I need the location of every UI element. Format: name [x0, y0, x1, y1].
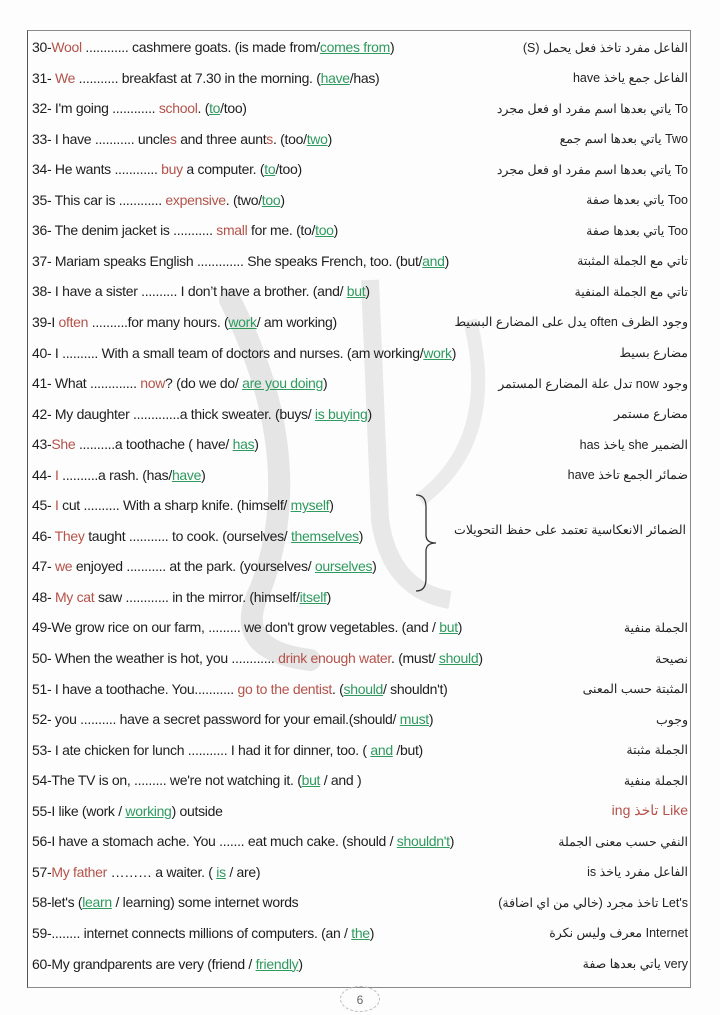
key-word: go to the dentist	[237, 680, 332, 697]
exercise-sentence	[32, 681, 447, 697]
exercise-sentence	[32, 283, 370, 299]
sentence-text: )	[327, 130, 332, 147]
sentence-text: ) outside	[171, 802, 223, 819]
arabic-explanation: Internet معرف وليس نكرة	[549, 926, 688, 941]
arabic-explanation: Like تاخذ ing	[611, 802, 688, 819]
correct-answer: shouldn't	[396, 833, 450, 850]
arabic-explanation: وجوب	[656, 712, 688, 727]
correct-answer: must	[399, 711, 429, 728]
exercise-sentence	[32, 436, 259, 452]
sentence-text: 50- When the weather is hot, you ............	[32, 650, 279, 666]
exercise-row	[32, 429, 688, 459]
sentence-text: a computer. (	[182, 161, 265, 178]
sentence-text: 37- Mariam speaks English ............. She speaks French, too. (but/	[32, 252, 423, 269]
correct-answer: is	[216, 863, 226, 880]
exercise-sentence	[32, 345, 456, 361]
correct-answer: two	[306, 130, 328, 147]
exercise-row	[32, 276, 688, 306]
exercise-sentence	[32, 956, 303, 972]
key-word: I	[54, 497, 59, 514]
key-word: expensive	[165, 191, 226, 208]
exercise-row	[32, 154, 688, 184]
correct-answer: work	[423, 344, 452, 361]
sentence-text: 33- I have ........... uncle	[32, 130, 170, 147]
sentence-text: . (two/	[225, 191, 262, 208]
correct-answer: myself	[290, 497, 330, 514]
sentence-text: 34- He wants ............	[32, 161, 162, 178]
sentence-text: 35- This car is ............	[32, 191, 166, 208]
reflexive-pronouns-note: الضمائر الانعكاسية تعتمد على حفظ التحويلات	[454, 523, 686, 537]
sentence-text: )	[428, 711, 434, 728]
sentence-text: /has)	[349, 69, 380, 86]
page-number: 6	[340, 986, 380, 1012]
exercise-row	[32, 63, 688, 93]
sentence-text: )	[254, 436, 259, 453]
sentence-text: 59-........ internet connects millions of computers. (an /	[32, 924, 352, 941]
sentence-text: ........... breakfast at 7.30 in the morning. (	[75, 69, 321, 86]
key-word: They	[54, 527, 85, 544]
correct-answer: to	[209, 100, 221, 117]
arabic-explanation: Let's تاخذ مجرد (خالي من اي اضافة)	[498, 895, 688, 910]
sentence-text: 44-	[32, 466, 55, 483]
correct-answer: but	[346, 283, 366, 300]
correct-answer: ourselves	[314, 558, 373, 575]
key-word: drink enough water	[278, 650, 392, 666]
sentence-text: . (must/	[391, 650, 439, 666]
exercise-row	[32, 796, 688, 826]
sentence-text: 39-I	[32, 313, 59, 330]
exercise-row	[32, 918, 688, 948]
arabic-explanation: To ياتي بعدها اسم مفرد او فعل مجرد	[496, 162, 688, 177]
arabic-explanation: تاتي مع الجملة المنفية	[574, 284, 688, 299]
sentence-text: / are)	[225, 863, 261, 880]
sentence-text: 54-The TV is on, ......... we're not watching it. (	[32, 772, 302, 789]
sentence-text: . (too/	[273, 130, 307, 147]
exercise-sentence	[32, 925, 374, 941]
exercise-sentence	[32, 406, 372, 422]
sentence-text: 36- The denim jacket is ...........	[32, 222, 217, 239]
sentence-text: )	[298, 955, 303, 972]
exercise-row	[32, 949, 688, 979]
exercise-sentence	[32, 711, 433, 727]
sentence-text: 38- I have a sister .......... I don’t have a brother. (and/	[32, 283, 347, 300]
sentence-text: 58-let's (	[32, 894, 83, 911]
arabic-explanation: ضمائر الجمع تاخذ have	[567, 468, 688, 483]
exercise-row	[32, 704, 688, 734]
sentence-text: 47-	[32, 558, 55, 575]
sentence-text: ..........for many hours. (	[88, 313, 229, 330]
exercise-sentence	[32, 803, 223, 819]
key-word: often	[58, 313, 89, 330]
sentence-text: 30-	[32, 39, 52, 55]
exercise-row	[32, 185, 688, 215]
exercise-sentence	[32, 619, 462, 635]
correct-answer: work	[228, 313, 257, 330]
sentence-text: 43-	[32, 436, 52, 453]
sentence-text: for me. (to/	[247, 222, 316, 239]
key-word: school	[158, 100, 198, 117]
sentence-text: 57-	[32, 863, 52, 880]
sentence-text: . (	[197, 100, 210, 117]
correct-answer: too	[261, 191, 281, 208]
exercise-row	[32, 460, 688, 490]
exercise-row	[32, 124, 688, 154]
sentence-text: 60-My grandparents are very (friend /	[32, 955, 256, 972]
arabic-explanation: very ياتي بعدها صفة	[582, 957, 688, 971]
arabic-explanation: الفاعل مفرد ياخذ is	[587, 865, 688, 880]
arabic-explanation: الجملة مثبتة	[626, 743, 688, 758]
exercise-sentence	[32, 558, 377, 574]
arabic-explanation: الضمير she ياخذ has	[579, 437, 688, 452]
exercise-sentence	[32, 131, 332, 147]
exercise-row	[32, 643, 688, 673]
sentence-text: / learning) some internet words	[111, 894, 299, 911]
key-word: We	[54, 69, 76, 86]
exercise-row	[32, 857, 688, 887]
sentence-text: ? (do we do/	[165, 375, 243, 392]
correct-answer: itself	[299, 588, 327, 605]
sentence-text: ..........a rash. (has/	[58, 466, 172, 483]
sentence-text: )	[358, 527, 364, 544]
arabic-explanation: Too ياتي بعدها صفة	[586, 223, 688, 238]
key-word: Wool	[51, 39, 82, 55]
sentence-text: )	[333, 222, 339, 239]
exercise-row	[32, 735, 688, 765]
sentence-text: )	[372, 558, 377, 575]
exercise-row	[32, 551, 688, 581]
sentence-text: ……… a waiter. (	[107, 863, 217, 880]
sentence-text: )	[323, 375, 328, 392]
sentence-text: taught ........... to cook. (ourselves/	[84, 527, 291, 544]
sentence-text: 40- I .......... With a small team of doctors and nurses. (am working/	[32, 344, 424, 361]
correct-answer: and	[370, 741, 393, 758]
correct-answer: working	[125, 802, 172, 819]
sentence-text: 48-	[32, 588, 55, 605]
sentence-text: and three aunt	[176, 130, 267, 147]
correct-answer: the	[351, 924, 370, 941]
exercise-row	[32, 338, 688, 368]
exercise-row	[32, 368, 688, 398]
arabic-explanation: الجملة منفية	[623, 773, 688, 788]
exercise-sentence	[32, 864, 260, 880]
exercise-row	[32, 826, 688, 856]
sentence-text: )	[478, 650, 483, 666]
brace-bracket	[414, 493, 438, 593]
exercise-row	[32, 32, 688, 62]
correct-answer: themselves	[290, 527, 359, 544]
exercise-sentence	[32, 589, 331, 605]
exercise-row	[32, 582, 688, 612]
key-word: She	[51, 436, 76, 453]
sentence-text: 51- I have a toothache. You...........	[32, 680, 238, 697]
sentence-text: 52- you .......... have a secret password for your email.(should/	[32, 711, 400, 728]
arabic-explanation: المثبتة حسب المعنى	[582, 682, 688, 697]
key-word: I	[54, 466, 59, 483]
exercise-sentence	[32, 742, 423, 758]
sentence-text: ............ cashmere goats. (is made from/	[81, 39, 320, 55]
arabic-explanation: الفاعل مفرد تاخذ فعل يحمل (S)	[522, 40, 688, 55]
sentence-text: 41- What .............	[32, 375, 141, 392]
correct-answer: but	[301, 772, 321, 789]
correct-answer: learn	[82, 894, 112, 911]
arabic-explanation: نصيحة	[655, 651, 688, 666]
sentence-text: /too)	[275, 161, 302, 178]
correct-answer: should	[343, 680, 383, 697]
sentence-text: 46-	[32, 527, 55, 544]
exercise-sentence	[32, 894, 298, 910]
key-word: we	[54, 558, 73, 575]
sentence-text: )	[457, 619, 463, 636]
exercise-row	[32, 399, 688, 429]
arabic-explanation: الفاعل جمع ياخذ have	[572, 71, 688, 86]
sentence-text: )	[326, 588, 331, 605]
exercise-row	[32, 674, 688, 704]
key-word: now	[140, 375, 166, 392]
exercise-row	[32, 246, 688, 276]
arabic-explanation: تاتي مع الجملة المثبتة	[577, 254, 688, 269]
correct-answer: but	[439, 619, 458, 636]
exercise-sentence	[32, 833, 454, 849]
exercise-sentence	[32, 161, 302, 177]
exercise-sentence	[32, 253, 449, 269]
key-word: small	[216, 222, 248, 239]
exercise-sentence	[32, 39, 394, 55]
correct-answer: are you doing	[242, 375, 324, 392]
arabic-explanation: مضارع مستمر	[613, 407, 688, 422]
correct-answer: have	[171, 466, 202, 483]
exercise-row	[32, 765, 688, 795]
arabic-explanation: مضارع بسيط	[619, 346, 688, 360]
sentence-text: )	[451, 344, 457, 361]
correct-answer: to	[264, 161, 276, 178]
exercise-sentence	[32, 650, 483, 666]
arabic-explanation: To ياتي بعدها اسم مفرد او فعل مجرد	[496, 101, 688, 116]
correct-answer: comes from	[319, 39, 391, 55]
sentence-text: )	[201, 466, 206, 483]
correct-answer: have	[320, 69, 350, 86]
sentence-text: enjoyed ........... at the park. (yourselves/	[72, 558, 315, 575]
arabic-explanation: النفي حسب معنى الجملة	[558, 834, 688, 849]
sentence-text: 49-We grow rice on our farm, ......... we don't grow vegetables. (and /	[32, 619, 440, 636]
sentence-text: )	[367, 405, 372, 422]
sentence-text: 45-	[32, 497, 55, 514]
exercise-sentence	[32, 528, 363, 544]
sentence-text: / and )	[320, 772, 362, 789]
sentence-text: )	[449, 833, 455, 850]
sentence-text: 32- I'm going ............	[32, 100, 159, 117]
sentence-text: 56-I have a stomach ache. You ....... eat much cake. (should /	[32, 833, 397, 850]
sentence-text: ..........a toothache ( have/	[75, 436, 233, 453]
exercise-sentence	[32, 375, 327, 391]
correct-answer: has	[232, 436, 255, 453]
exercise-sentence	[32, 222, 338, 238]
sentence-text: )	[390, 39, 395, 55]
correct-answer: and	[422, 252, 445, 269]
correct-answer: should	[438, 650, 479, 666]
sentence-text: 31-	[32, 69, 55, 86]
sentence-text: )	[329, 497, 334, 514]
sentence-text: )	[444, 252, 449, 269]
key-word: s	[266, 130, 273, 147]
sentence-text: 42- My daughter .............a thick sweater. (buys/	[32, 405, 315, 422]
sentence-text: . (	[331, 680, 344, 697]
arabic-explanation: وجود الظرف often يدل على المضارع البسيط	[454, 315, 688, 330]
correct-answer: is buying	[314, 405, 368, 422]
sentence-text: )	[369, 924, 375, 941]
exercise-row	[32, 215, 688, 245]
exercise-sentence	[32, 772, 361, 788]
sentence-text: / shouldn't)	[383, 680, 448, 697]
sentence-text: 55-I like (work /	[32, 802, 126, 819]
sentence-text: /too)	[220, 100, 247, 117]
sentence-text: )	[280, 191, 285, 208]
key-word: s	[169, 130, 177, 147]
correct-answer: friendly	[255, 955, 299, 972]
exercise-sentence	[32, 192, 285, 208]
sentence-text: / am working)	[256, 313, 337, 330]
arabic-explanation: Too ياتي بعدها صفة	[586, 193, 688, 208]
key-word: My cat	[54, 588, 95, 605]
exercise-row	[32, 612, 688, 642]
arabic-explanation: الجملة منفية	[623, 620, 688, 635]
exercise-sentence	[32, 70, 379, 86]
exercise-row	[32, 93, 688, 123]
correct-answer: too	[315, 222, 334, 239]
exercise-row	[32, 887, 688, 917]
key-word: My father	[51, 863, 107, 880]
sentence-text: /but)	[392, 741, 423, 758]
arabic-explanation: Two ياتي بعدها اسم جمع	[559, 132, 688, 147]
sentence-text: )	[365, 283, 370, 300]
exercise-sentence	[32, 497, 334, 513]
exercise-row	[32, 307, 688, 337]
sentence-text: cut .......... With a sharp knife. (himself/	[58, 497, 291, 514]
key-word: buy	[161, 161, 183, 178]
sentence-text: saw ............ in the mirror. (himself/	[94, 588, 300, 605]
sentence-text: 53- I ate chicken for lunch ........... I had it for dinner, too. (	[32, 741, 371, 758]
arabic-explanation: وجود now تدل علة المضارع المستمر	[498, 376, 688, 391]
exercise-sentence	[32, 314, 337, 330]
exercise-row	[32, 490, 688, 520]
exercise-sentence	[32, 100, 247, 116]
exercise-sentence	[32, 467, 205, 483]
